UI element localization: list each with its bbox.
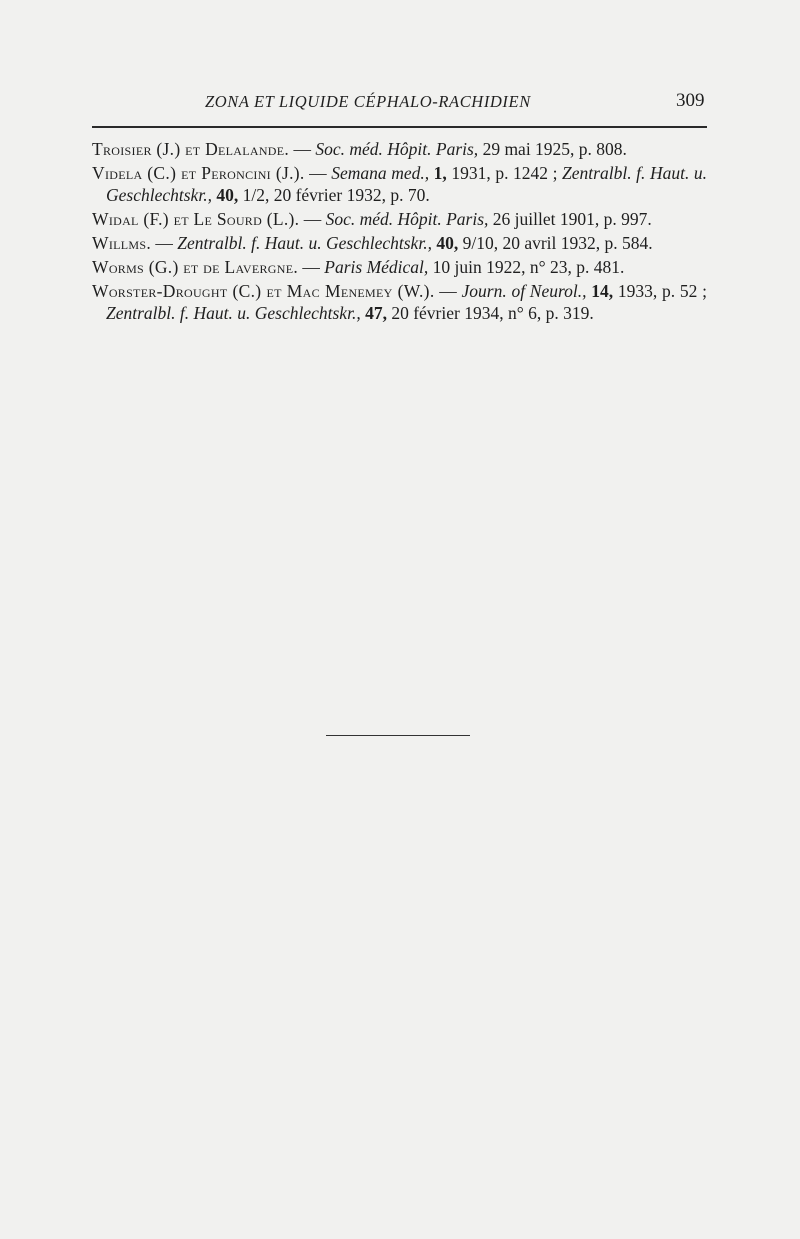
reference-authors: Widal (F.) et Le Sourd (L.). [92, 209, 300, 229]
reference-journal: Soc. méd. Hôpit. Paris, [325, 209, 489, 229]
reference-journal: Journ. of Neurol., [461, 281, 587, 301]
reference-volume: 1, [429, 163, 447, 183]
reference-journal-secondary: Zentralbl. f. Haut. u. Geschlechtskr., [106, 303, 361, 323]
reference-journal: Semana med., [331, 163, 430, 183]
reference-entry [92, 162, 707, 206]
reference-journal: Zentralbl. f. Haut. u. Geschlechtskr., [177, 233, 432, 253]
page-number: 309 [676, 90, 705, 111]
reference-dash: — [298, 257, 325, 277]
reference-dash: — [151, 233, 178, 253]
reference-entry [92, 138, 707, 160]
reference-details: 1933, p. 52 ; [613, 281, 708, 301]
reference-volume-secondary: 40, [211, 185, 239, 205]
reference-journal-secondary: Zentralbl. f. Haut. u. Geschlechtskr., [106, 163, 708, 205]
reference-entry [92, 208, 707, 230]
reference-authors: Videla (C.) et Peroncini (J.). [92, 163, 305, 183]
reference-authors: Worster-Drought (C.) et Mac Menemey (W.). [92, 281, 435, 301]
section-end-rule [326, 735, 470, 736]
reference-volume: 14, [586, 281, 614, 301]
reference-journal: Paris Médical, [324, 257, 429, 277]
reference-dash: — [289, 139, 316, 159]
reference-dash: — [434, 281, 462, 301]
reference-details: 1931, p. 1242 ; [446, 163, 563, 183]
reference-journal: Soc. méd. Hôpit. Paris, [315, 139, 479, 159]
reference-details-secondary: 1/2, 20 février 1932, p. 70. [238, 185, 430, 205]
reference-details: 9/10, 20 avril 1932, p. 584. [458, 233, 653, 253]
reference-entry [92, 280, 707, 324]
header-rule [92, 126, 707, 128]
reference-authors: Worms (G.) et de Lavergne. [92, 257, 299, 277]
reference-authors: Troisier (J.) et Delalande. [92, 139, 290, 159]
reference-entry [92, 232, 707, 254]
reference-volume-secondary: 47, [360, 303, 387, 323]
reference-dash: — [299, 209, 326, 229]
reference-volume: 40, [431, 233, 459, 253]
reference-details-secondary: 20 février 1934, n° 6, p. 319. [386, 303, 594, 323]
reference-entry [92, 256, 707, 278]
reference-authors: Willms. [92, 233, 151, 253]
reference-details: 29 mai 1925, p. 808. [478, 139, 627, 159]
reference-details: 10 juin 1922, n° 23, p. 481. [428, 257, 625, 277]
reference-details: 26 juillet 1901, p. 997. [488, 209, 652, 229]
running-title: ZONA ET LIQUIDE CÉPHALO-RACHIDIEN [205, 92, 531, 111]
bibliography-list [92, 138, 707, 326]
reference-dash: — [304, 163, 332, 183]
